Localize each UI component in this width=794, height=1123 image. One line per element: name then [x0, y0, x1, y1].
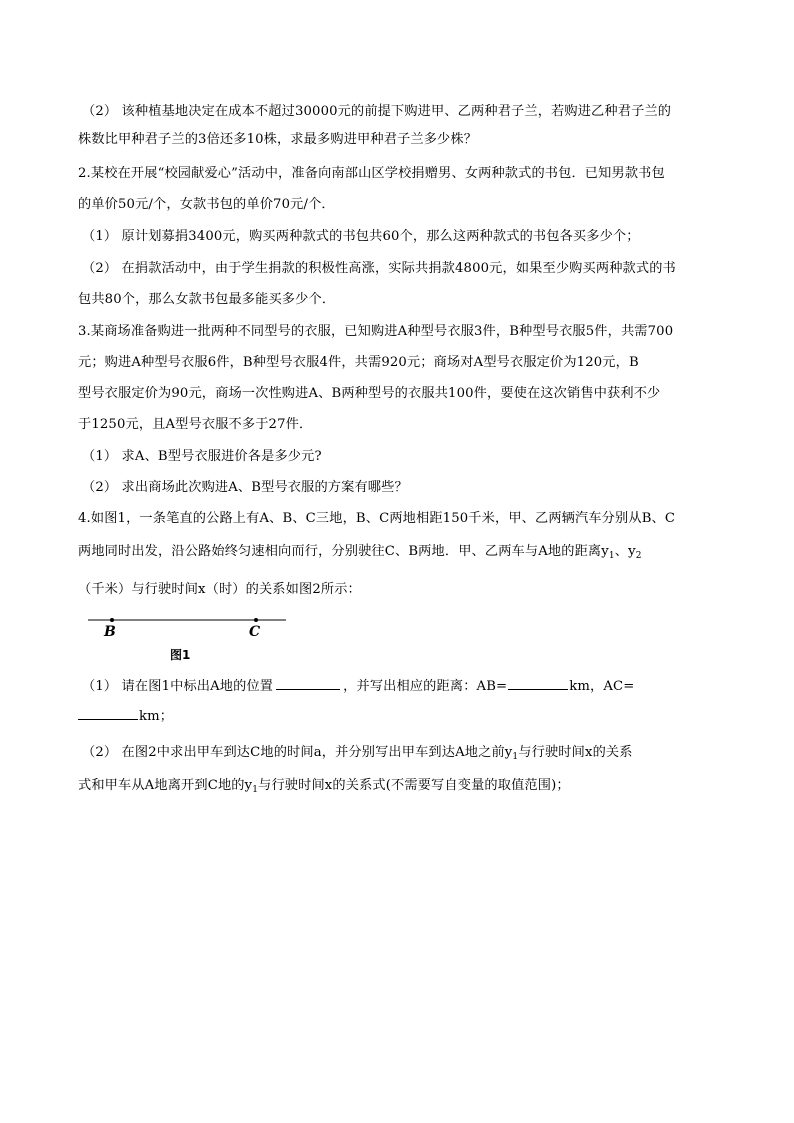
- answer-blank-a-position[interactable]: [276, 676, 340, 690]
- point-c-dot: [254, 618, 258, 622]
- q4-line2: 两地同时出发，沿公路始终匀速相向而行，分别驶往C、B两地．甲、乙两车与A地的距离$y_1$、$y_2$: [78, 544, 642, 561]
- q2-line2: 的单价50元/个，女款书包的单价70元/个．: [78, 197, 335, 212]
- point-b-dot: [110, 618, 114, 622]
- q1-part2-line1: （2） 该种植基地决定在成本不超过30000元的前提下购进甲、乙两种君子兰，若购进乙种君子兰的: [82, 104, 672, 119]
- answer-blank-ab[interactable]: [508, 676, 568, 690]
- q4-line1: 4.如图1，一条笔直的公路上有A、B、C三地，B、C两地相距150千米，甲、乙两辆汽车分别从B、C: [78, 511, 676, 526]
- q2-part1: （1） 原计划募捐3400元，购买两种款式的书包共60个，那么这两种款式的书包各买多少个；: [82, 229, 640, 244]
- q4-line3: （千米）与行驶时间x（时）的关系如图2所示：: [78, 582, 361, 597]
- q2-part2-line2: 包共80个，那么女款书包最多能买多少个．: [78, 292, 336, 307]
- q3-line4: 于1250元，且A型号衣服不多于27件．: [78, 417, 313, 432]
- q3-part1: （1） 求A、B型号衣服进价各是多少元?: [82, 449, 322, 464]
- q3-line3: 型号衣服定价为90元，商场一次性购进A、B两种型号的衣服共100件，要使在这次销售中获利不少: [78, 386, 661, 401]
- q3-line2: 元；购进A种型号衣服6件，B种型号衣服4件，共需920元；商场对A型号衣服定价为120元，B: [78, 355, 639, 370]
- q4-part2-line1: （2） 在图2中求出甲车到达C地的时间a，并分别写出甲车到达A地之前$y_1$与行驶时间x的关系: [82, 745, 633, 762]
- answer-blank-ac[interactable]: [78, 706, 138, 720]
- figure-1-road-diagram: [88, 606, 308, 666]
- q2-part2-line1: （2） 在捐款活动中，由于学生捐款的积极性高涨，实际共捐款4800元，如果至少购买两种款式的书: [82, 261, 676, 276]
- q4-part1-line2: km；: [78, 706, 728, 726]
- q4-part1-line1: （1） 请在图1中标出A地的位置 ，并写出相应的距离：AB= km，AC=: [82, 676, 732, 696]
- q3-line1: 3.某商场准备购进一批两种不同型号的衣服，已知购进A种型号衣服3件，B种型号衣服5件，共需700: [78, 324, 674, 339]
- q4-part2-line2: 式和甲车从A地离开到C地的$y_1$与行驶时间x的关系式(不需要写自变量的取值范围)；: [78, 778, 570, 795]
- q3-part2: （2） 求出商场此次购进A、B型号衣服的方案有哪些？: [82, 480, 408, 495]
- point-c-label: C: [249, 624, 261, 640]
- q2-line1: 2.某校在开展“校园献爱心”活动中，准备向南部山区学校捐赠男、女两种款式的书包．已知男款书包: [78, 166, 665, 181]
- point-b-label: B: [104, 624, 116, 640]
- q1-part2-line2: 株数比甲种君子兰的3倍还多10株，求最多购进甲种君子兰多少株？: [78, 132, 478, 147]
- figure-1-caption: 图1: [170, 648, 191, 662]
